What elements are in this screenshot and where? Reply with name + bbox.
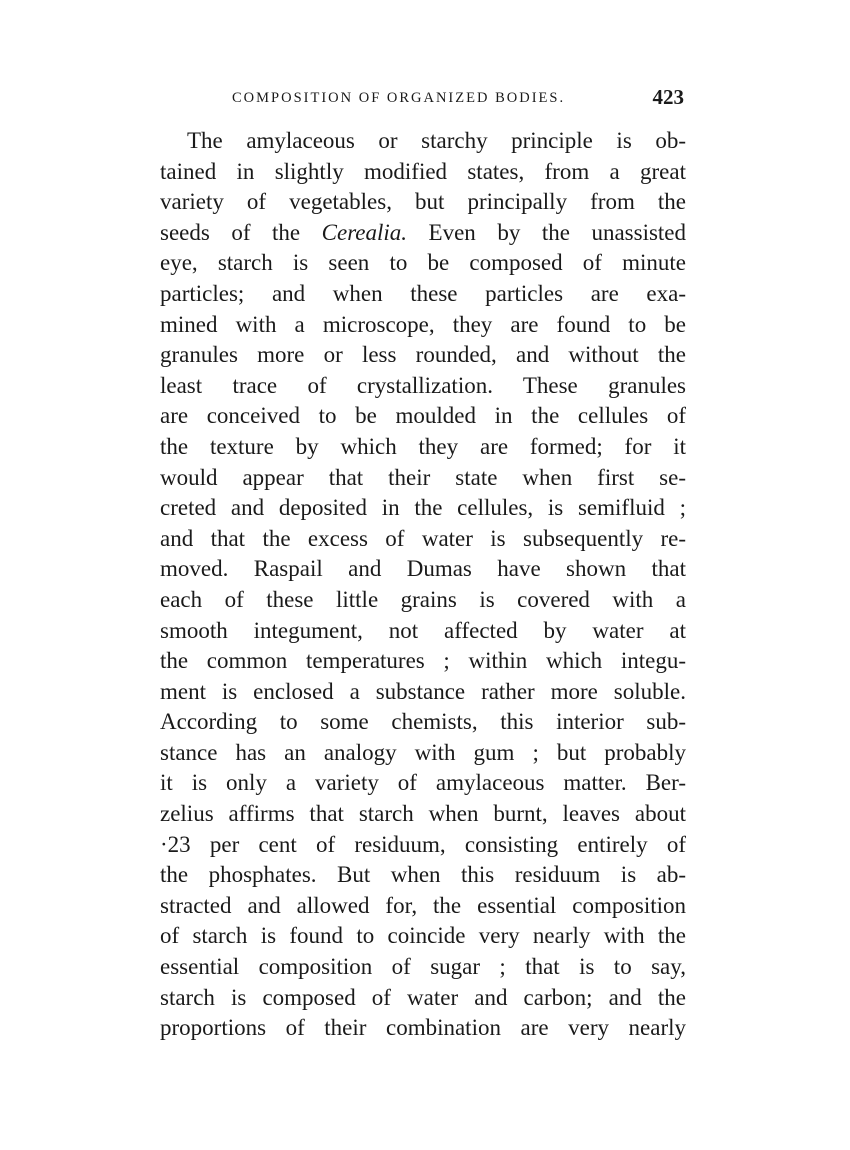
text-run: seeds of the bbox=[160, 219, 322, 245]
text-line: eye, starch is seen to be composed of minute bbox=[160, 250, 686, 276]
text-line: stracted and allowed for, the essential composition bbox=[160, 892, 686, 918]
body-paragraph bbox=[160, 126, 686, 1044]
text-line: essential composition of sugar ; that is to say, bbox=[160, 954, 686, 980]
text-line: the phosphates. But when this residuum is ab- bbox=[160, 862, 686, 888]
text-line: tained in slightly modified states, from a great bbox=[160, 158, 686, 184]
text-line: would appear that their state when first se- bbox=[160, 464, 686, 490]
text-line: particles; and when these particles are exa- bbox=[160, 280, 686, 306]
text-line: are conceived to be moulded in the cellules of bbox=[160, 403, 686, 429]
text-line: ment is enclosed a substance rather more soluble. bbox=[160, 678, 686, 704]
text-line: each of these little grains is covered with a bbox=[160, 586, 686, 612]
page-number: 423 bbox=[652, 85, 684, 109]
text-line: moved. Raspail and Dumas have shown that bbox=[160, 556, 686, 582]
italic-term: Cerealia. bbox=[321, 219, 408, 245]
text-line: the texture by which they are formed; for it bbox=[160, 433, 686, 459]
text-line: proportions of their combination are very nearly bbox=[160, 1015, 686, 1041]
text-line: mined with a microscope, they are found to be bbox=[160, 311, 686, 337]
text-line: of starch is found to coincide very nearly with the bbox=[160, 923, 686, 949]
text-line: and that the excess of water is subsequently re- bbox=[160, 525, 686, 551]
text-line: ·23 per cent of residuum, consisting entirely of bbox=[160, 831, 686, 857]
text-line: the common temperatures ; within which integu- bbox=[160, 648, 686, 674]
text-line: smooth integument, not affected by water at bbox=[160, 617, 686, 643]
running-head bbox=[160, 85, 686, 122]
text-run: Even by the unassisted bbox=[407, 219, 686, 245]
text-line: creted and deposited in the cellules, is semifluid ; bbox=[160, 495, 686, 521]
book-page bbox=[160, 85, 686, 1044]
text-line: According to some chemists, this interior sub- bbox=[160, 709, 686, 735]
text-line: zelius affirms that starch when burnt, leaves about bbox=[160, 801, 686, 827]
text-line-with-italic bbox=[160, 218, 686, 249]
text-line: stance has an analogy with gum ; but probably bbox=[160, 739, 686, 765]
text-line: starch is composed of water and carbon; and the bbox=[160, 984, 686, 1010]
text-line: granules more or less rounded, and without the bbox=[160, 342, 686, 368]
text-line: variety of vegetables, but principally from the bbox=[160, 189, 686, 215]
text-line: The amylaceous or starchy principle is ob- bbox=[187, 128, 686, 153]
text-line: it is only a variety of amylaceous matter. Ber- bbox=[160, 770, 686, 796]
running-head-title: COMPOSITION OF ORGANIZED BODIES. bbox=[232, 90, 566, 106]
text-line: least trace of crystallization. These granules bbox=[160, 372, 686, 398]
